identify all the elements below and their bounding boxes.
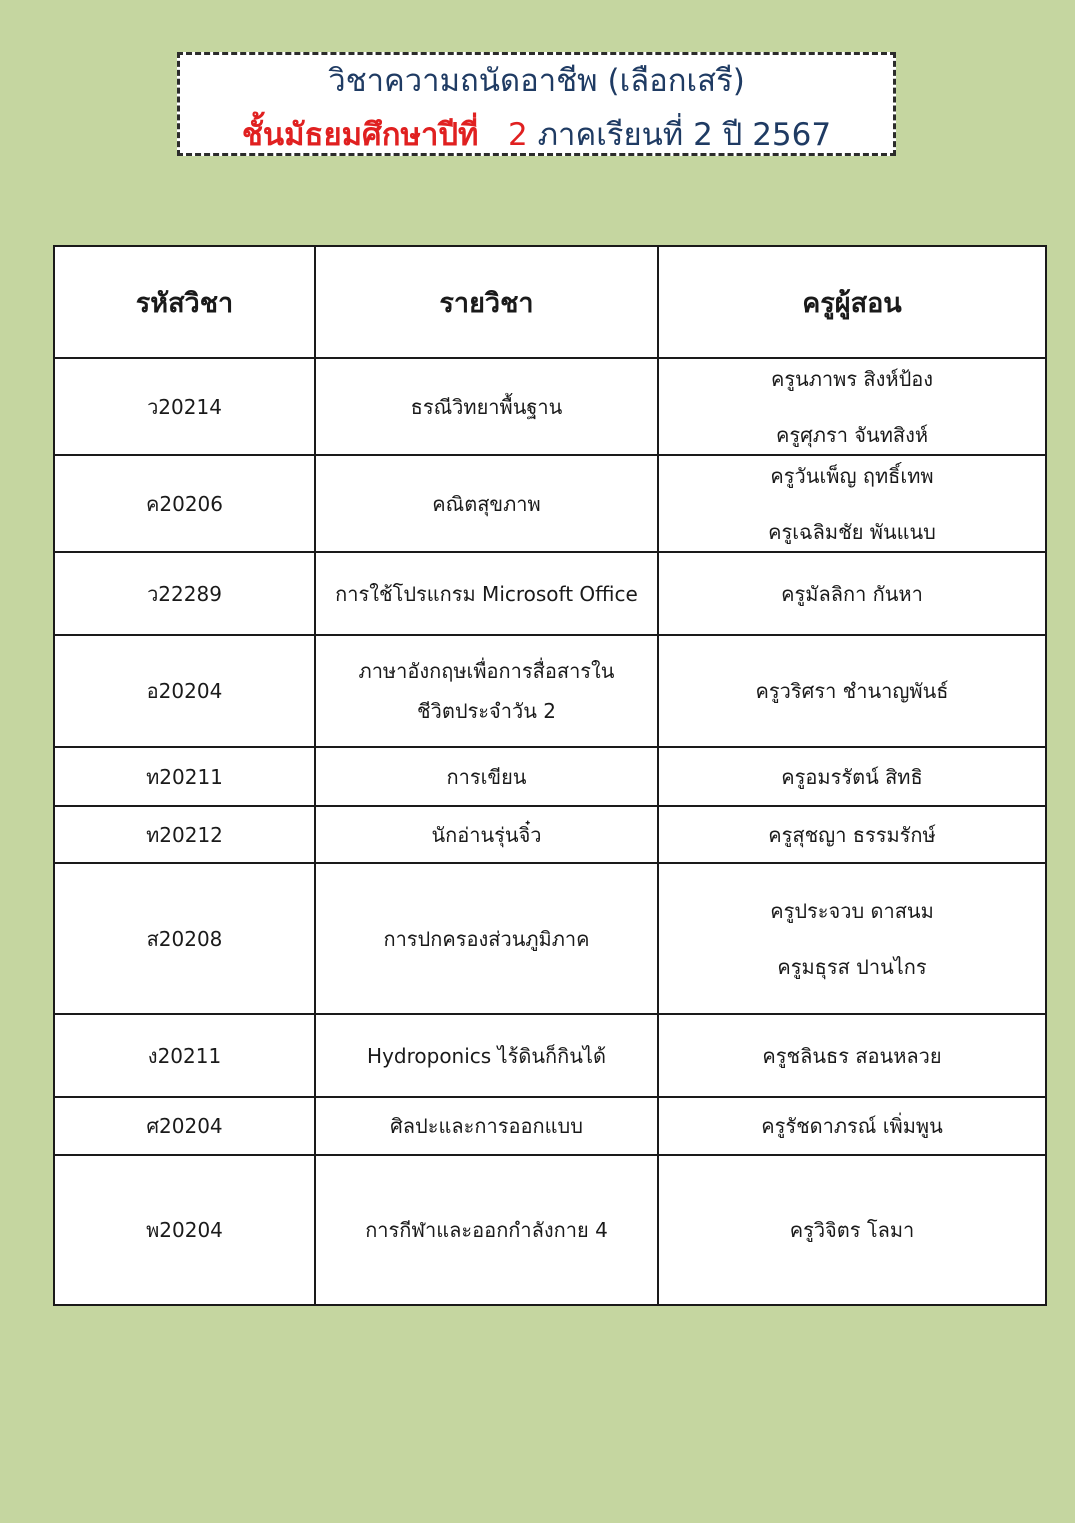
- course-subject: การเขียน: [315, 747, 658, 806]
- level-label: ชั้นมัธยมศึกษาปีที่: [241, 117, 479, 153]
- course-code: ว22289: [54, 552, 315, 635]
- table-row: [54, 806, 1046, 863]
- course-teachers: [658, 1155, 1046, 1305]
- course-subject: ศิลปะและการออกแบบ: [315, 1097, 658, 1155]
- header-subject: รายวิชา: [315, 246, 658, 358]
- course-subject: ธรณีวิทยาพื้นฐาน: [315, 358, 658, 455]
- course-code: ศ20204: [54, 1097, 315, 1155]
- course-subject: การกีฬาและออกกำลังกาย 4: [315, 1155, 658, 1305]
- subject-line: ชีวิตประจำวัน 2: [417, 699, 556, 723]
- table-row: [54, 358, 1046, 455]
- table-row: [54, 863, 1046, 1014]
- teacher-name: ครูอมรรัตน์ สิทธิ: [781, 764, 923, 789]
- level-number: 2: [508, 117, 528, 153]
- table-row: [54, 1097, 1046, 1155]
- title-box: [177, 52, 896, 156]
- course-teachers: [658, 863, 1046, 1014]
- teacher-name: ครูศุภรา จันทสิงห์: [775, 422, 929, 447]
- teacher-name: ครูเฉลิมชัย พันแนบ: [768, 519, 936, 544]
- teacher-name: ครูนภาพร สิงห์ป้อง: [770, 366, 934, 391]
- course-table: [53, 245, 1047, 1306]
- table-header-row: [54, 246, 1046, 358]
- term-label: ภาคเรียนที่ 2 ปี 2567: [537, 117, 832, 153]
- header-teacher: ครูผู้สอน: [658, 246, 1046, 358]
- course-code: ท20212: [54, 806, 315, 863]
- course-teachers: [658, 747, 1046, 806]
- teacher-name: ครูประจวบ ดาสนม: [770, 898, 934, 923]
- teacher-name: ครูรัชดาภรณ์ เพิ่มพูน: [761, 1114, 943, 1138]
- teacher-name: ครูวิจิตร โลมา: [789, 1218, 915, 1242]
- course-teachers: [658, 552, 1046, 635]
- teacher-name: ครูชลินธร สอนหลวย: [762, 1043, 942, 1068]
- course-teachers: [658, 806, 1046, 863]
- course-teachers: [658, 358, 1046, 455]
- course-code: ส20208: [54, 863, 315, 1014]
- page-subtitle: [180, 115, 893, 155]
- course-code: พ20204: [54, 1155, 315, 1305]
- teacher-name: ครูวริศรา ชำนาญพันธ์: [755, 679, 949, 703]
- course-subject: การปกครองส่วนภูมิภาค: [315, 863, 658, 1014]
- teacher-name: ครูมัลลิกา กันหา: [781, 581, 923, 606]
- course-code: ง20211: [54, 1014, 315, 1097]
- teacher-name: ครูวันเพ็ญ ฤทธิ์เทพ: [770, 463, 934, 488]
- course-teachers: [658, 455, 1046, 552]
- table-row: [54, 1155, 1046, 1305]
- course-code: อ20204: [54, 635, 315, 747]
- table-row: [54, 455, 1046, 552]
- course-teachers: [658, 635, 1046, 747]
- header-code: รหัสวิชา: [54, 246, 315, 358]
- table-row: [54, 747, 1046, 806]
- course-code: ท20211: [54, 747, 315, 806]
- teacher-name: ครูมธุรส ปานไกร: [777, 954, 927, 979]
- subject-line: ภาษาอังกฤษเพื่อการสื่อสารใน: [358, 659, 615, 683]
- course-teachers: [658, 1097, 1046, 1155]
- course-subject: คณิตสุขภาพ: [315, 455, 658, 552]
- teacher-name: ครูสุชญา ธรรมรักษ์: [768, 822, 936, 847]
- table-row: [54, 552, 1046, 635]
- course-teachers: [658, 1014, 1046, 1097]
- table-row: [54, 635, 1046, 747]
- page-title: วิชาความถนัดอาชีพ (เลือกเสรี): [328, 63, 745, 99]
- course-code: ค20206: [54, 455, 315, 552]
- course-code: ว20214: [54, 358, 315, 455]
- course-subject: [315, 635, 658, 747]
- table-row: [54, 1014, 1046, 1097]
- course-subject: นักอ่านรุ่นจิ๋ว: [315, 806, 658, 863]
- course-subject: Hydroponics ไร้ดินก็กินได้: [315, 1014, 658, 1097]
- course-subject: การใช้โปรแกรม Microsoft Office: [315, 552, 658, 635]
